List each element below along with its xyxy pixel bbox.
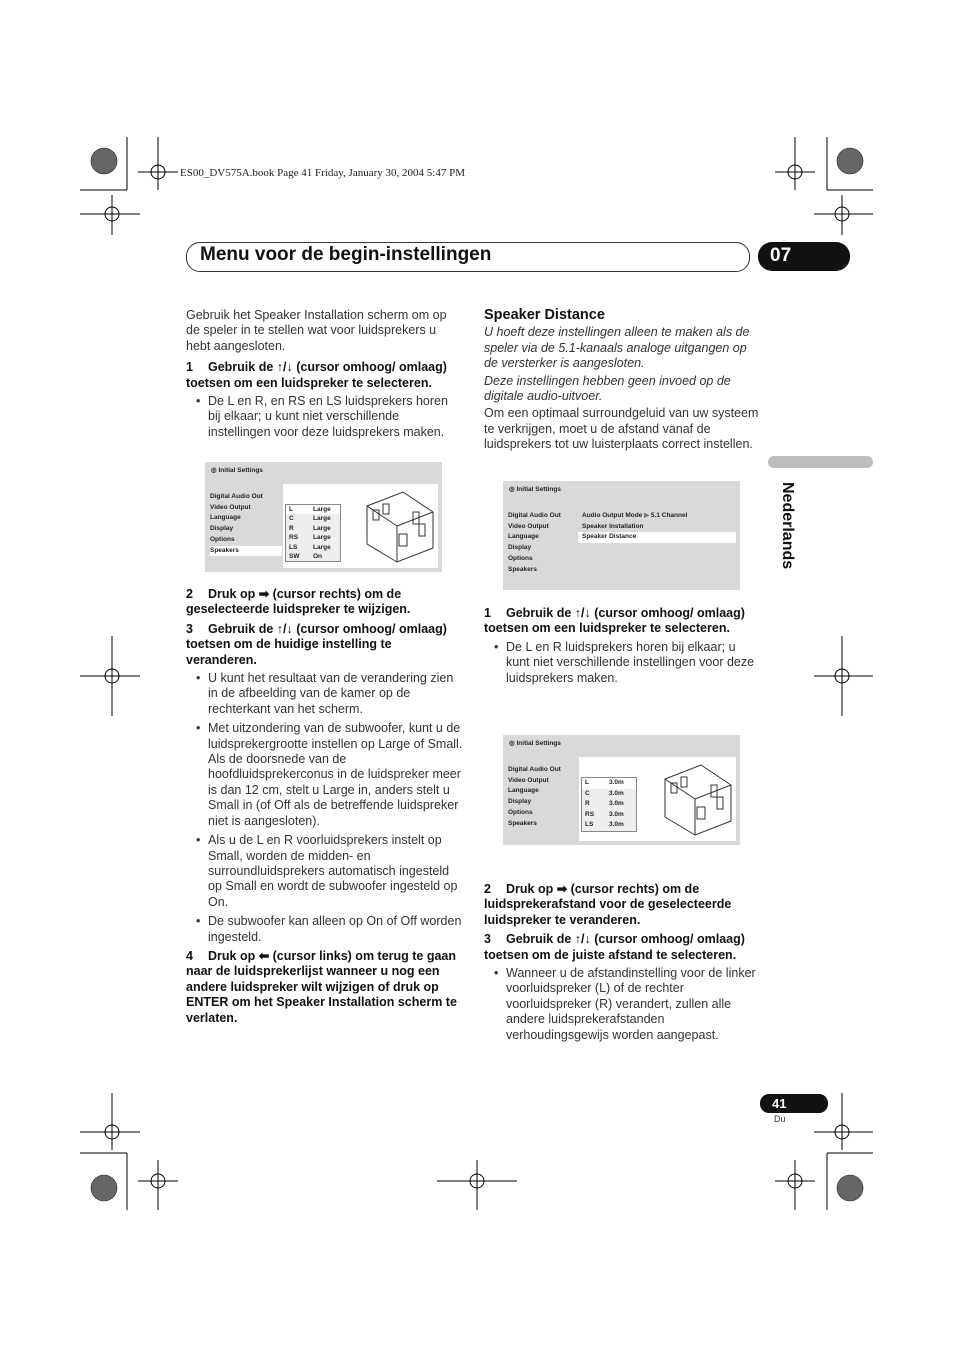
size-row	[286, 533, 340, 542]
size-row	[286, 552, 340, 561]
step-text: Druk op ➡ (cursor rechts) om de luidsprekerafstand voor de geselecteerde luidspreker te veranderen.	[484, 882, 732, 927]
menu-item: Options	[210, 535, 235, 543]
distance-paragraph: Om een optimaal surroundgeluid van uw systeem te verkrijgen, moet u de afstand vanaf de luidsprekers tot uw luisterplaats correct instellen.	[484, 406, 759, 452]
disc-icon: ◎	[509, 740, 515, 747]
size-row	[286, 543, 340, 552]
right-step-2	[484, 882, 759, 928]
file-info-line: ES00_DV575A.book Page 41 Friday, January 30, 2004 5:47 PM	[180, 167, 465, 179]
speaker-code: C	[585, 789, 590, 797]
speaker-code: RS	[289, 534, 299, 542]
intro-paragraph: Gebruik het Speaker Installation scherm om op de speler in te stellen wat voor luidsprekers u hebt aangesloten.	[186, 308, 447, 353]
menu-item: Digital Audio Out	[508, 766, 561, 773]
speaker-distance: 3.0m	[609, 810, 624, 818]
step-number: 4	[186, 948, 193, 963]
menu-item: Language	[508, 787, 539, 795]
menu-item-selected: Speakers	[508, 819, 537, 827]
italic-note-2: Deze instellingen hebben geen invoed op de digitale audio-uitvoer.	[484, 373, 731, 404]
left-step-4	[186, 949, 463, 1026]
step-number: 1	[186, 360, 193, 375]
step-text: Druk op ⬅ (cursor links) om terug te gaan naar de luidsprekerlijst wanneer u nog een andere luidspreker wilt wijzigen of druk op ENTER om het Speaker Installation scherm te verlaten.	[186, 948, 457, 1025]
submenu-item: Speaker Installation	[582, 522, 644, 530]
submenu-item-selected: Speaker Distance	[578, 532, 736, 543]
room-diagram-icon	[363, 488, 437, 564]
speaker-submenu	[578, 503, 736, 587]
step-text: Druk op ➡ (cursor rechts) om de geselecteerde luidspreker te wijzigen.	[186, 587, 411, 617]
disc-icon: ◎	[509, 486, 515, 493]
menu-item: Video Output	[508, 776, 549, 784]
menu-item: Language	[210, 514, 241, 522]
language-tab-label-wrap	[770, 480, 800, 590]
size-table	[285, 504, 341, 562]
speaker-code: LS	[289, 543, 298, 551]
screen-panel	[579, 757, 736, 841]
speaker-size: Large	[313, 515, 331, 523]
menu-item: Digital Audio Out	[508, 512, 561, 519]
speaker-distance: 3.0m	[609, 821, 624, 829]
speaker-size: Large	[313, 534, 331, 542]
distance-table	[581, 777, 637, 832]
chapter-title: Menu voor de begin-instellingen	[200, 244, 492, 265]
section-heading: Speaker Distance	[484, 307, 605, 323]
distance-row	[582, 778, 636, 789]
right-step-1	[484, 606, 759, 637]
menu-item: Display	[508, 798, 532, 806]
disc-icon: ◎	[211, 467, 217, 474]
settings-menu	[508, 511, 578, 575]
speaker-installation-screen	[205, 462, 442, 572]
right-step1-bullet: • De L en R luidsprekers horen bij elkaar; u kunt niet verschillende instellingen voor deze luidsprekers maken.	[484, 640, 759, 686]
menu-item-selected: Speakers	[508, 565, 537, 573]
left-step3-bullet: • Met uitzondering van de subwoofer, kunt u de luidsprekergrootte instellen op Large of Small. Als de doorsnede van de hoofdluidsprekerconus in de luidspreker meer is dan 12 cm, stelt u Large in, anders stelt u Small in (of Off als de betreffende luidspreker niet is aangesloten).	[186, 721, 463, 829]
speaker-distance-screen	[503, 735, 740, 845]
menu-item: Language	[508, 533, 539, 541]
step-number: 3	[186, 621, 193, 636]
screen-title	[509, 485, 561, 493]
menu-item: Display	[508, 544, 532, 552]
speaker-code: LS	[585, 821, 594, 829]
page-number-badge	[760, 1094, 828, 1113]
menu-item: Options	[508, 554, 533, 562]
step-number: 2	[186, 587, 193, 601]
left-column-top	[186, 308, 463, 444]
screen-panel	[283, 484, 438, 568]
language-tab	[768, 456, 873, 468]
mode-value: 5.1 Channel	[650, 512, 688, 519]
menu-item: Options	[508, 808, 533, 816]
step-number: 3	[484, 932, 491, 947]
menu-item-selected: Speakers	[210, 546, 282, 557]
speaker-code: R	[585, 800, 590, 808]
speaker-code: R	[289, 524, 294, 532]
step-text: Gebruik de ↑/↓ (cursor omhoog/ omlaag) toetsen om de juiste afstand te selecteren.	[484, 932, 745, 962]
right-column-top	[484, 308, 759, 459]
speaker-code: L	[289, 506, 293, 513]
speaker-distance: 3.0m	[609, 800, 624, 808]
speaker-size: Large	[313, 506, 331, 513]
right-step-3	[484, 932, 759, 963]
screen-title	[509, 739, 561, 747]
speaker-code: RS	[585, 810, 595, 818]
step-number: 1	[484, 606, 491, 620]
room-diagram-icon	[661, 761, 735, 837]
step-text: Gebruik de ↑/↓ (cursor omhoog/ omlaag) toetsen om een luidspreker te selecteren.	[484, 606, 745, 636]
distance-row	[582, 799, 636, 810]
screen-title-text: Initial Settings	[218, 467, 263, 474]
screen-title	[211, 466, 263, 474]
mode-label: Audio Output Mode	[582, 512, 643, 519]
right-step3-bullet: • Wanneer u de afstandinstelling voor de linker voorluidspreker (L) of de rechter voorluidspreker (R) verandert, zullen alle andere luidsprekerafstanden verhoudingsgewijs worden aangepast.	[484, 966, 759, 1043]
distance-row	[582, 820, 636, 831]
speaker-distance: 3.0m	[609, 789, 624, 797]
menu-item: Display	[210, 525, 234, 533]
step-number: 2	[484, 882, 491, 896]
italic-note-1: U hoeft deze instellingen alleen te maken als de speler via de 5.1-kanaals analoge uitgangen op de versterker is aangesloten.	[484, 325, 750, 371]
language-code: Du	[774, 1114, 786, 1124]
left-step3-bullet: • U kunt het resultaat van de verandering zien in de afbeelding van de kamer op de rechterkant van het scherm.	[186, 671, 463, 717]
distance-row	[582, 789, 636, 800]
page-number: 41	[772, 1096, 787, 1111]
settings-menu	[210, 492, 282, 556]
language-tab-label: Nederlands	[779, 482, 796, 570]
speaker-code: C	[289, 515, 294, 523]
menu-item: Video Output	[210, 503, 251, 511]
size-row	[286, 524, 340, 533]
size-row	[286, 514, 340, 523]
left-column-bottom	[186, 587, 463, 1029]
speakers-menu-screen	[503, 481, 740, 590]
speaker-size: Large	[313, 524, 331, 532]
step-text: Gebruik de ↑/↓ (cursor omhoog/ omlaag) toetsen om een luidspreker te selecteren.	[186, 360, 447, 390]
speaker-code: L	[585, 779, 589, 786]
left-step-1	[186, 360, 463, 391]
submenu-item	[578, 511, 736, 522]
speaker-code: SW	[289, 553, 300, 561]
left-step-3	[186, 622, 463, 668]
speaker-distance: 3.0m	[609, 779, 624, 786]
screen-title-text: Initial Settings	[516, 486, 561, 493]
speaker-size: On	[313, 553, 323, 561]
left-step-2	[186, 587, 463, 618]
speaker-size: Large	[313, 543, 331, 551]
right-column-middle	[484, 606, 759, 690]
left-step3-bullet: • De subwoofer kan alleen op On of Off worden ingesteld.	[186, 914, 463, 945]
chapter-number: 07	[770, 245, 792, 266]
triangle-right-icon: ▶	[644, 512, 650, 519]
distance-row	[582, 810, 636, 821]
chapter-number-badge	[758, 242, 850, 271]
left-step1-bullet: • De L en R, en RS en LS luidsprekers horen bij elkaar; u kunt niet verschillende instellingen voor deze luidsprekers maken.	[186, 394, 463, 440]
step-text: Gebruik de ↑/↓ (cursor omhoog/ omlaag) toetsen om de huidige instelling te veranderen.	[186, 621, 447, 667]
menu-item: Digital Audio Out	[210, 493, 263, 500]
size-row	[286, 505, 340, 514]
menu-item: Video Output	[508, 522, 549, 530]
screen-title-text: Initial Settings	[516, 740, 561, 747]
left-step3-bullet: • Als u de L en R voorluidsprekers instelt op Small, worden de midden- en surroundluidsprekers automatisch ingesteld op Small en wordt de subwoofer ingesteld op On.	[186, 833, 463, 910]
right-column-bottom	[484, 882, 759, 1047]
settings-menu	[508, 765, 578, 829]
